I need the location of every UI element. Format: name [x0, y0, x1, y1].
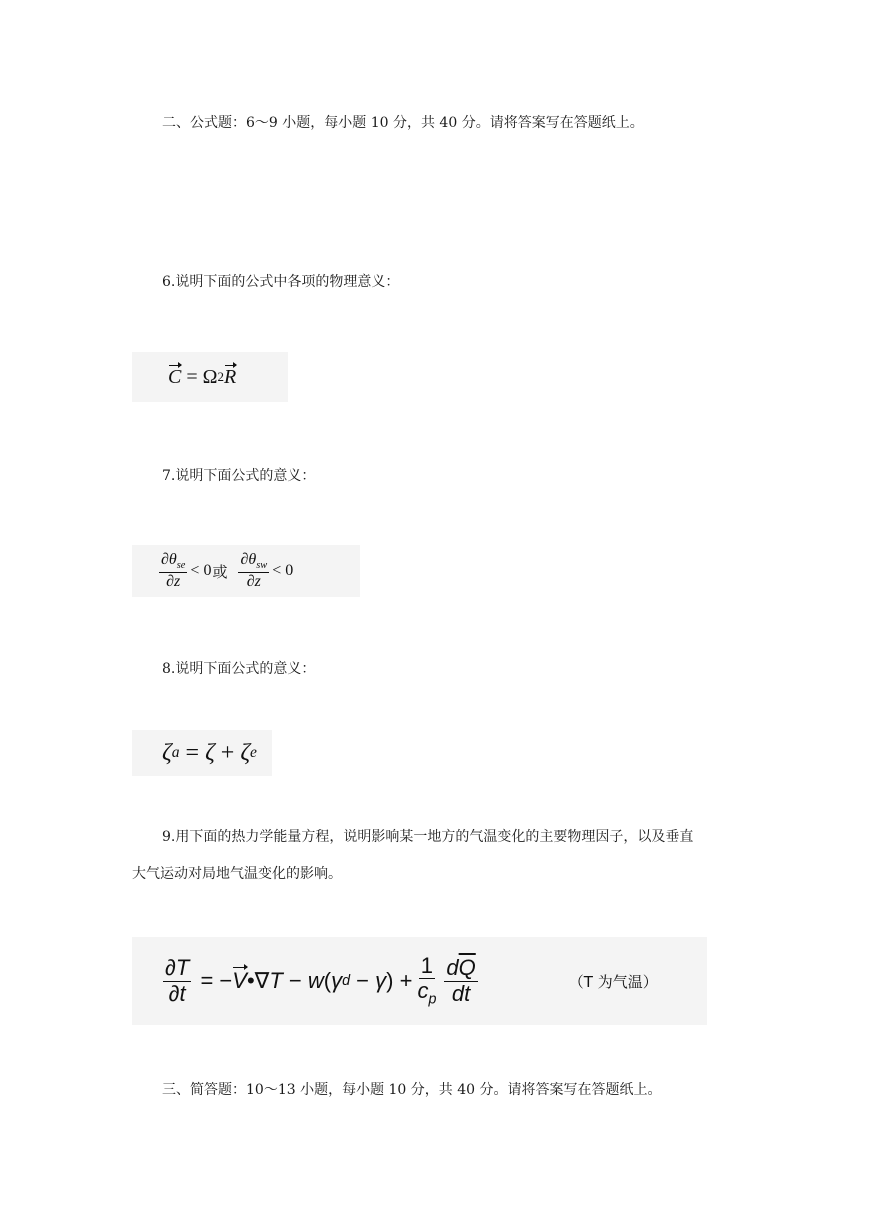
question-7-prompt: 7.说明下面公式的意义： — [162, 468, 316, 484]
formula-note: （T 为气温） — [568, 972, 658, 991]
formula-absolute-vorticity: ζ a = ζ + ζ e — [132, 730, 272, 776]
question-8-prompt: 8.说明下面公式的意义： — [162, 661, 316, 677]
section-3-heading: 三、简答题：10～13 小题，每小题 10 分，共 40 分。请将答案写在答题纸上。 — [162, 1082, 662, 1098]
formula-centrifugal: C = Ω 2 R — [132, 352, 288, 402]
formula-connector-or: 或 — [212, 562, 228, 581]
question-6-prompt: 6.说明下面的公式中各项的物理意义： — [162, 274, 400, 290]
question-9-prompt-line-2: 大气运动对局地气温变化的影响。 — [132, 866, 342, 882]
formula-stability-criterion: $\frac{\partial\theta_{se}}{\partial z}$ < 0 或 $\frac{\partial\theta_{sw}}{\partial z}$ < 0 — [132, 545, 360, 597]
question-9-prompt-line-1: 9.用下面的热力学能量方程，说明影响某一地方的气温变化的主要物理因子，以及垂直 — [162, 829, 694, 845]
section-2-heading: 二、公式题：6～9 小题，每小题 10 分，共 40 分。请将答案写在答题纸上。 — [162, 115, 644, 131]
formula-thermodynamic-energy: $\frac{\partial T}{\partial t}$ = − V •∇ T − w ( γ d − γ ) + $\frac{1}{c_p}$ $\frac{d\overline{Q}}{dt}$ （T 为气温） — [132, 937, 707, 1025]
